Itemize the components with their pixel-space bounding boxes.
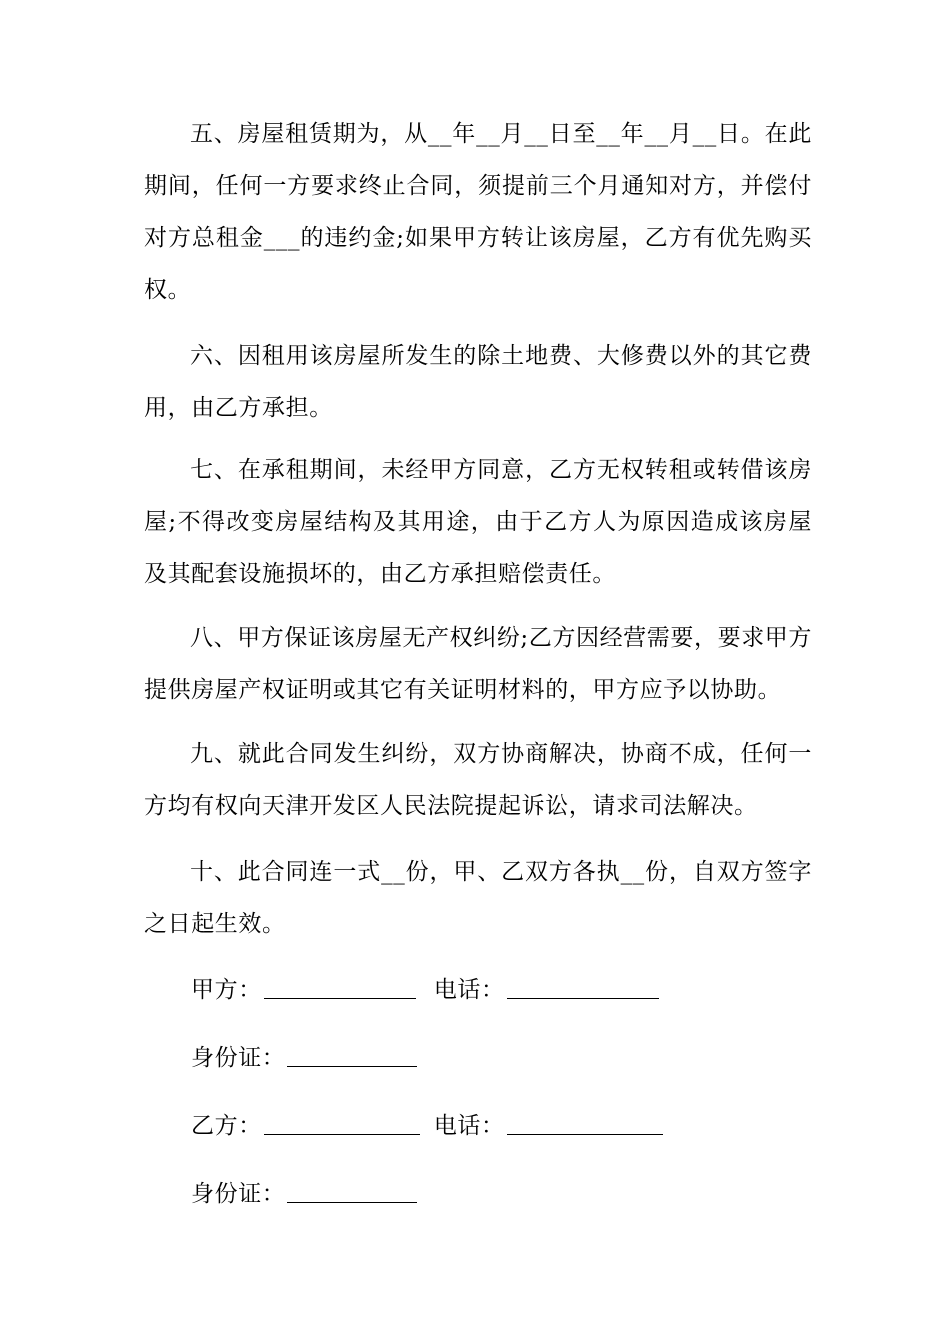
party-a-id-row — [191, 1040, 417, 1076]
party-a-phone-label: 电话： — [433, 977, 505, 1003]
party-b-phone-blank — [507, 1108, 663, 1135]
party-a-signature-row — [191, 972, 659, 1008]
party-b-id-label: 身份证： — [191, 1181, 286, 1207]
clause-10-copies: 十、此合同连一式__份，甲、乙双方各执__份，自双方签字之日起生效。 — [144, 859, 812, 937]
clause-9-disputes: 九、就此合同发生纠纷，双方协商解决，协商不成，任何一方均有权向天津开发区人民法院提起诉讼，请求司法解决。 — [144, 741, 812, 819]
party-a-id-label: 身份证： — [191, 1045, 286, 1071]
party-b-blank — [264, 1108, 420, 1135]
clause-6-expenses: 六、因租用该房屋所发生的除土地费、大修费以外的其它费用，由乙方承担。 — [144, 343, 812, 421]
party-b-id-row — [191, 1176, 417, 1212]
party-a-phone-blank — [507, 972, 659, 999]
clause-5-lease-term: 五、房屋租赁期为，从__年__月__日至__年__月__日。在此期间，任何一方要求终止合同，须提前三个月通知对方，并偿付对方总租金___的违约金;如果甲方转让该房屋，乙方有优先购买权。 — [144, 121, 812, 303]
party-a-label: 甲方： — [191, 977, 262, 1003]
party-a-blank — [264, 972, 416, 999]
party-a-id-blank — [287, 1040, 417, 1067]
clause-7-subletting: 七、在承租期间，未经甲方同意，乙方无权转租或转借该房屋;不得改变房屋结构及其用途，由于乙方人为原因造成该房屋及其配套设施损坏的，由乙方承担赔偿责任。 — [144, 457, 812, 587]
clause-8-property-rights: 八、甲方保证该房屋无产权纠纷;乙方因经营需要，要求甲方提供房屋产权证明或其它有关证明材料的，甲方应予以协助。 — [144, 625, 812, 703]
party-b-signature-row — [191, 1108, 663, 1144]
party-b-phone-label: 电话： — [433, 1113, 505, 1139]
party-b-id-blank — [287, 1176, 417, 1203]
party-b-label: 乙方： — [191, 1113, 262, 1139]
